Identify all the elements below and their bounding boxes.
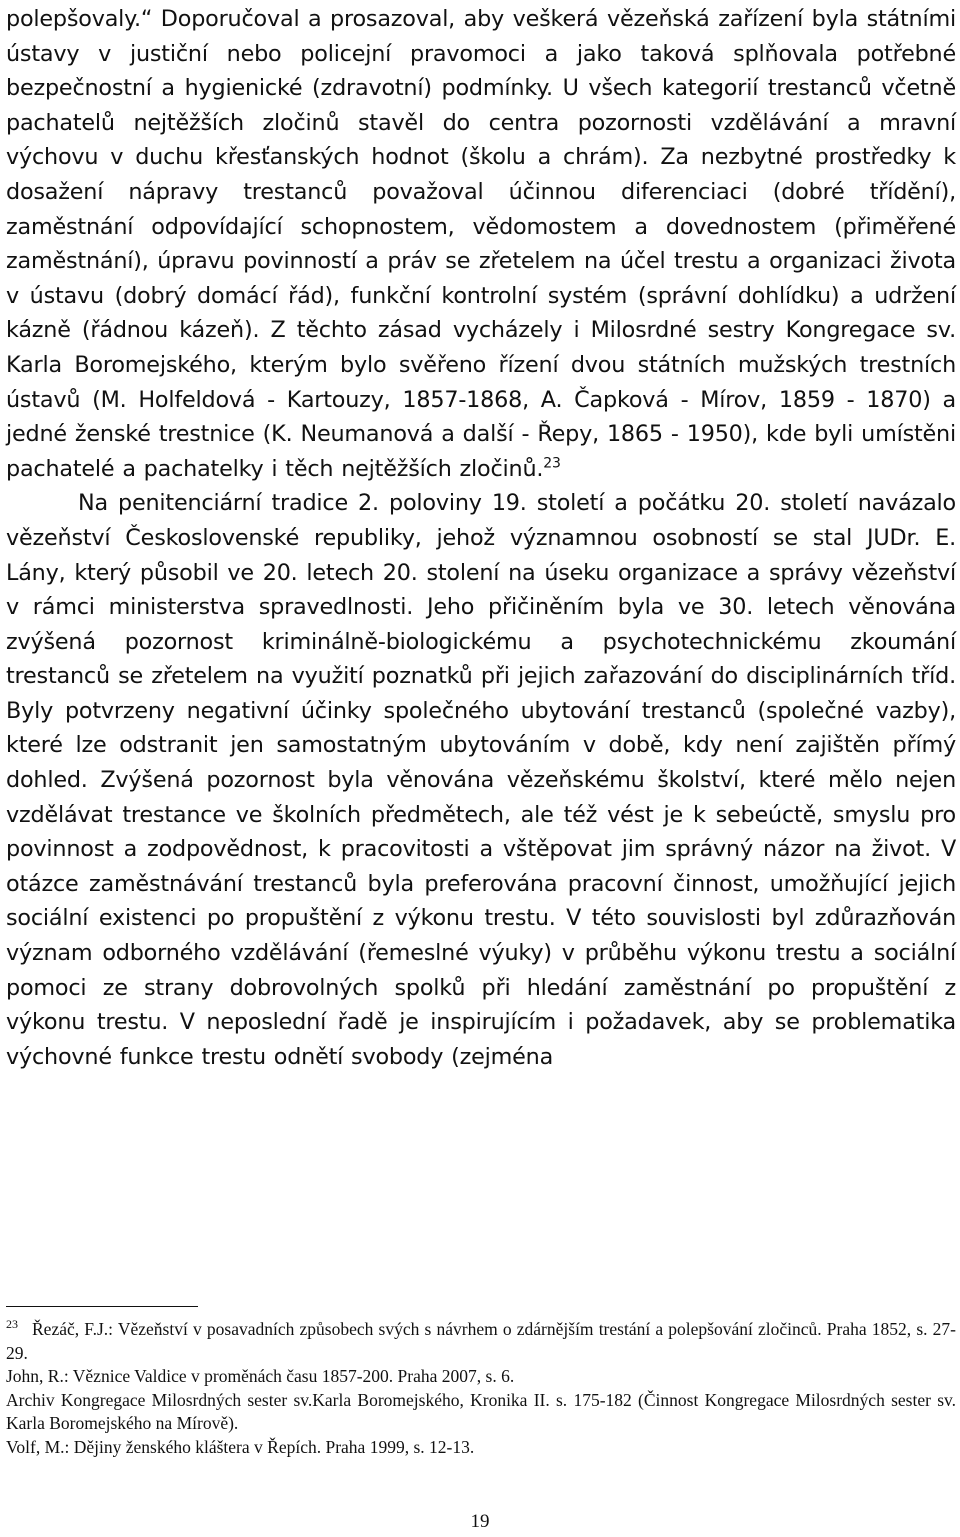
footnote-text: Řezáč, F.J.: Vězeňství v posavadních způsobech svých s návrhem o zdárnějším trestání a polepšování zločinců. Praha 1852, s. 27-29. xyxy=(6,1319,956,1363)
footnote: Archiv Kongregace Milosrdných sester sv.Karla Boromejského, Kronika II. s. 175-182 (Činnost Kongregace Milosrdných sester sv. Karla Boromejského na Mírově). xyxy=(6,1389,956,1434)
footnote xyxy=(6,1318,956,1365)
footnote-separator xyxy=(6,1306,198,1307)
paragraph-continued xyxy=(6,2,956,486)
footnotes xyxy=(6,1318,956,1460)
main-text xyxy=(6,2,956,1074)
footnote-number: 23 xyxy=(6,1317,18,1332)
paragraph-text: polepšovaly.“ Doporučoval a prosazoval, aby veškerá vězeňská zařízení byla státními ústavy v justiční nebo policejní pravomoci a jako taková splňovala potřebné bezpečnostní a hygienické (zdravotní) podmínky. U všech kategorií trestanců včetně pachatelů nejtěžších zločinů stavěl do centra pozornosti vzdělávání a mravní výchovu v duchu křesťanských hodnot (školu a chrám). Za nezbytné prostředky k dosažení nápravy trestanců považoval účinnou diferenciaci (dobré třídění), zaměstnání odpovídající schopnostem, vědomostem a dovednostem (přiměřené zaměstnání), úpravu povinností a práv se zřetelem na účel trestu a organizaci života v ústavu (dobrý domácí řád), funkční kontrolní systém (správní dohlídku) a udržení kázně (řádnou kázeň). Z těchto zásad vycházely i Milosrdné sestry Kongregace sv. Karla Boromejského, kterým bylo svěřeno řízení dvou státních mužských trestních ústavů (M. Holfeldová - Kartouzy, 1857-1868, A. Čapková - Mírov, 1859 - 1870) a jedné ženské trestnice (K. Neumanová a další - Řepy, 1865 - 1950), kde byli umístěni pachatelé a pachatelky i těch nejtěžších zločinů. xyxy=(6,6,956,482)
paragraph: Na penitenciární tradice 2. poloviny 19. století a počátku 20. století navázalo vězeňství Československé republiky, jehož významnou osobností se stal JUDr. E. Lány, který působil ve 20. letech 20. stolení na úseku organizace a správy vězeňství v rámci ministerstva spravedlnosti. Jeho přičiněním byla ve 30. letech věnována zvýšená pozornost kriminálně-biologickému a psychotechnickému zkoumání trestanců se zřetelem na využití poznatků při jejich zařazování do disciplinárních tříd. Byly potvrzeny negativní účinky společného ubytování trestanců (společné vazby), které lze odstranit jen samostatným ubytováním v době, kdy není zajištěn přímý dohled. Zvýšená pozornost byla věnována vězeňskému školství, které mělo nejen vzdělávat trestance ve školních předmětech, ale též vést je k sebeúctě, smyslu pro povinnost a zodpovědnost, k pracovitosti a vštěpovat jim správný názor na život. V otázce zaměstnávání trestanců byla preferována pracovní činnost, umožňující jejich sociální existenci po propuštění z výkonu trestu. V této souvislosti byl zdůrazňován význam odborného vzdělávání (řemeslné výuky) v průběhu výkonu trestu a sociální pomoci ze strany dobrovolných spolků při hledání zaměstnání po propuštění z výkonu trestu. V neposlední řadě je inspirujícím i požadavek, aby se problematika výchovné funkce trestu odnětí svobody (zejména xyxy=(6,490,956,1070)
footnote-reference: 23 xyxy=(543,455,561,472)
page-number: 19 xyxy=(470,1511,490,1532)
footnote: Volf, M.: Dějiny ženského kláštera v Řepích. Praha 1999, s. 12-13. xyxy=(6,1436,475,1457)
footnote: John, R.: Věznice Valdice v proměnách času 1857-200. Praha 2007, s. 6. xyxy=(6,1366,515,1387)
